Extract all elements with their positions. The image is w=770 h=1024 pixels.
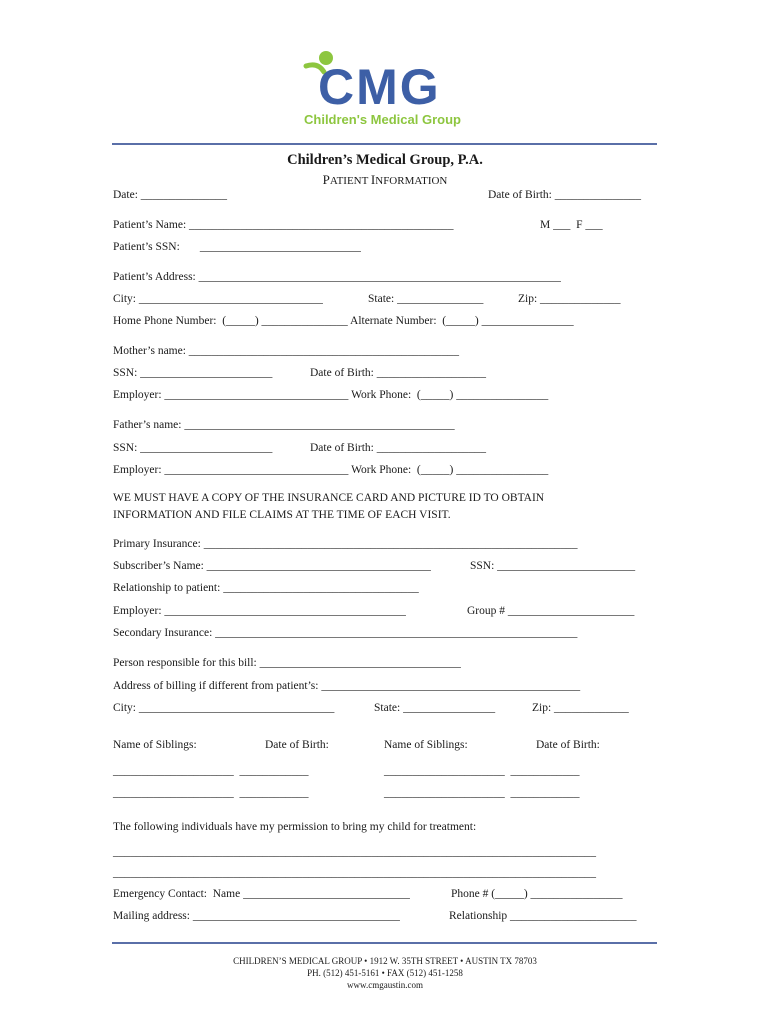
relationship-emergency-field[interactable]: Relationship ______________________	[449, 910, 637, 922]
footer-rule	[112, 942, 657, 944]
mother-ssn-field[interactable]: SSN: _______________________	[113, 367, 273, 379]
sibling-row-2-right[interactable]: _____________________ ____________	[384, 787, 580, 799]
billing-zip-field[interactable]: Zip: _____________	[532, 702, 629, 714]
responsible-party-field[interactable]: Person responsible for this bill: ___________________________________	[113, 657, 461, 669]
footer-website: www.cmgaustin.com	[347, 980, 423, 990]
father-ssn-field[interactable]: SSN: _______________________	[113, 442, 273, 454]
siblings-header-left: Name of Siblings:	[113, 739, 197, 751]
footer-address: CHILDREN’S MEDICAL GROUP • 1912 W. 35TH STREET • AUSTIN TX 78703	[233, 956, 537, 966]
relationship-field[interactable]: Relationship to patient: __________________________________	[113, 582, 419, 594]
subscriber-name-field[interactable]: Subscriber’s Name: _______________________________________	[113, 560, 431, 572]
permission-line-1[interactable]: ____________________________________________________________________________________	[113, 846, 596, 858]
svg-text:CMG: CMG	[318, 59, 441, 115]
sibling-row-1-left[interactable]: _____________________ ____________	[113, 765, 309, 777]
billing-address-field[interactable]: Address of billing if different from patient’s: _____________________________________________	[113, 680, 581, 692]
father-dob-field[interactable]: Date of Birth: ___________________	[310, 442, 486, 454]
sex-field[interactable]: M ___ F ___	[540, 219, 603, 231]
date-field[interactable]: Date: _______________	[113, 189, 228, 201]
father-name-field[interactable]: Father’s name: _______________________________________________	[113, 419, 455, 431]
footer-phone: PH. (512) 451-5161 • FAX (512) 451-1258	[307, 968, 463, 978]
subscriber-ssn-field[interactable]: SSN: ________________________	[470, 560, 636, 572]
city-field[interactable]: City: ________________________________	[113, 293, 323, 305]
logo-tagline: Children's Medical Group	[304, 112, 461, 127]
primary-insurance-field[interactable]: Primary Insurance: _________________________________________________________________	[113, 538, 578, 550]
home-phone-field[interactable]: Home Phone Number: (_____) _______________ Alternate Number: (_____) ________________	[113, 315, 574, 327]
emergency-contact-field[interactable]: Emergency Contact: Name _____________________________	[113, 888, 410, 900]
page-title: Children’s Medical Group, P.A.	[287, 152, 483, 168]
patient-address-field[interactable]: Patient’s Address: _______________________________________________________________	[113, 271, 561, 283]
sibling-row-1-right[interactable]: _____________________ ____________	[384, 765, 580, 777]
insurance-notice: WE MUST HAVE A COPY OF THE INSURANCE CARD AND PICTURE ID TO OBTAIN INFORMATION AND FILE CLAIMS AT THE TIME OF EACH VISIT.	[113, 492, 545, 521]
mother-name-field[interactable]: Mother’s name: _______________________________________________	[113, 345, 460, 357]
billing-city-field[interactable]: City: __________________________________	[113, 702, 335, 714]
dob-header-left: Date of Birth:	[265, 739, 329, 751]
sibling-row-2-left[interactable]: _____________________ ____________	[113, 787, 309, 799]
mother-dob-field[interactable]: Date of Birth: ___________________	[310, 367, 486, 379]
patient-name-field[interactable]: Patient’s Name: ______________________________________________	[113, 219, 454, 231]
dob-field[interactable]: Date of Birth: _______________	[488, 189, 641, 201]
mailing-address-field[interactable]: Mailing address: ____________________________________	[113, 910, 400, 922]
page-subtitle: PATIENT INFORMATION	[322, 172, 448, 187]
father-employer-field[interactable]: Employer: ________________________________ Work Phone: (_____) ________________	[113, 464, 549, 476]
billing-state-field[interactable]: State: ________________	[374, 702, 496, 714]
permission-line-2[interactable]: ____________________________________________________________________________________	[113, 867, 596, 879]
permission-statement: The following individuals have my permission to bring my child for treatment:	[113, 821, 477, 833]
secondary-insurance-field[interactable]: Secondary Insurance: _______________________________________________________________	[113, 627, 578, 639]
zip-field[interactable]: Zip: ______________	[518, 293, 621, 305]
state-field[interactable]: State: _______________	[368, 293, 484, 305]
dob-header-right: Date of Birth:	[536, 739, 600, 751]
insurance-employer-field[interactable]: Employer: __________________________________________	[113, 605, 406, 617]
patient-ssn-field[interactable]: Patient’s SSN: ____________________________	[113, 241, 361, 253]
mother-employer-field[interactable]: Employer: ________________________________ Work Phone: (_____) ________________	[113, 389, 549, 401]
header-rule	[112, 143, 657, 145]
emergency-phone-field[interactable]: Phone # (_____) ________________	[451, 888, 623, 900]
siblings-header-right: Name of Siblings:	[384, 739, 468, 751]
group-number-field[interactable]: Group # ______________________	[467, 605, 635, 617]
